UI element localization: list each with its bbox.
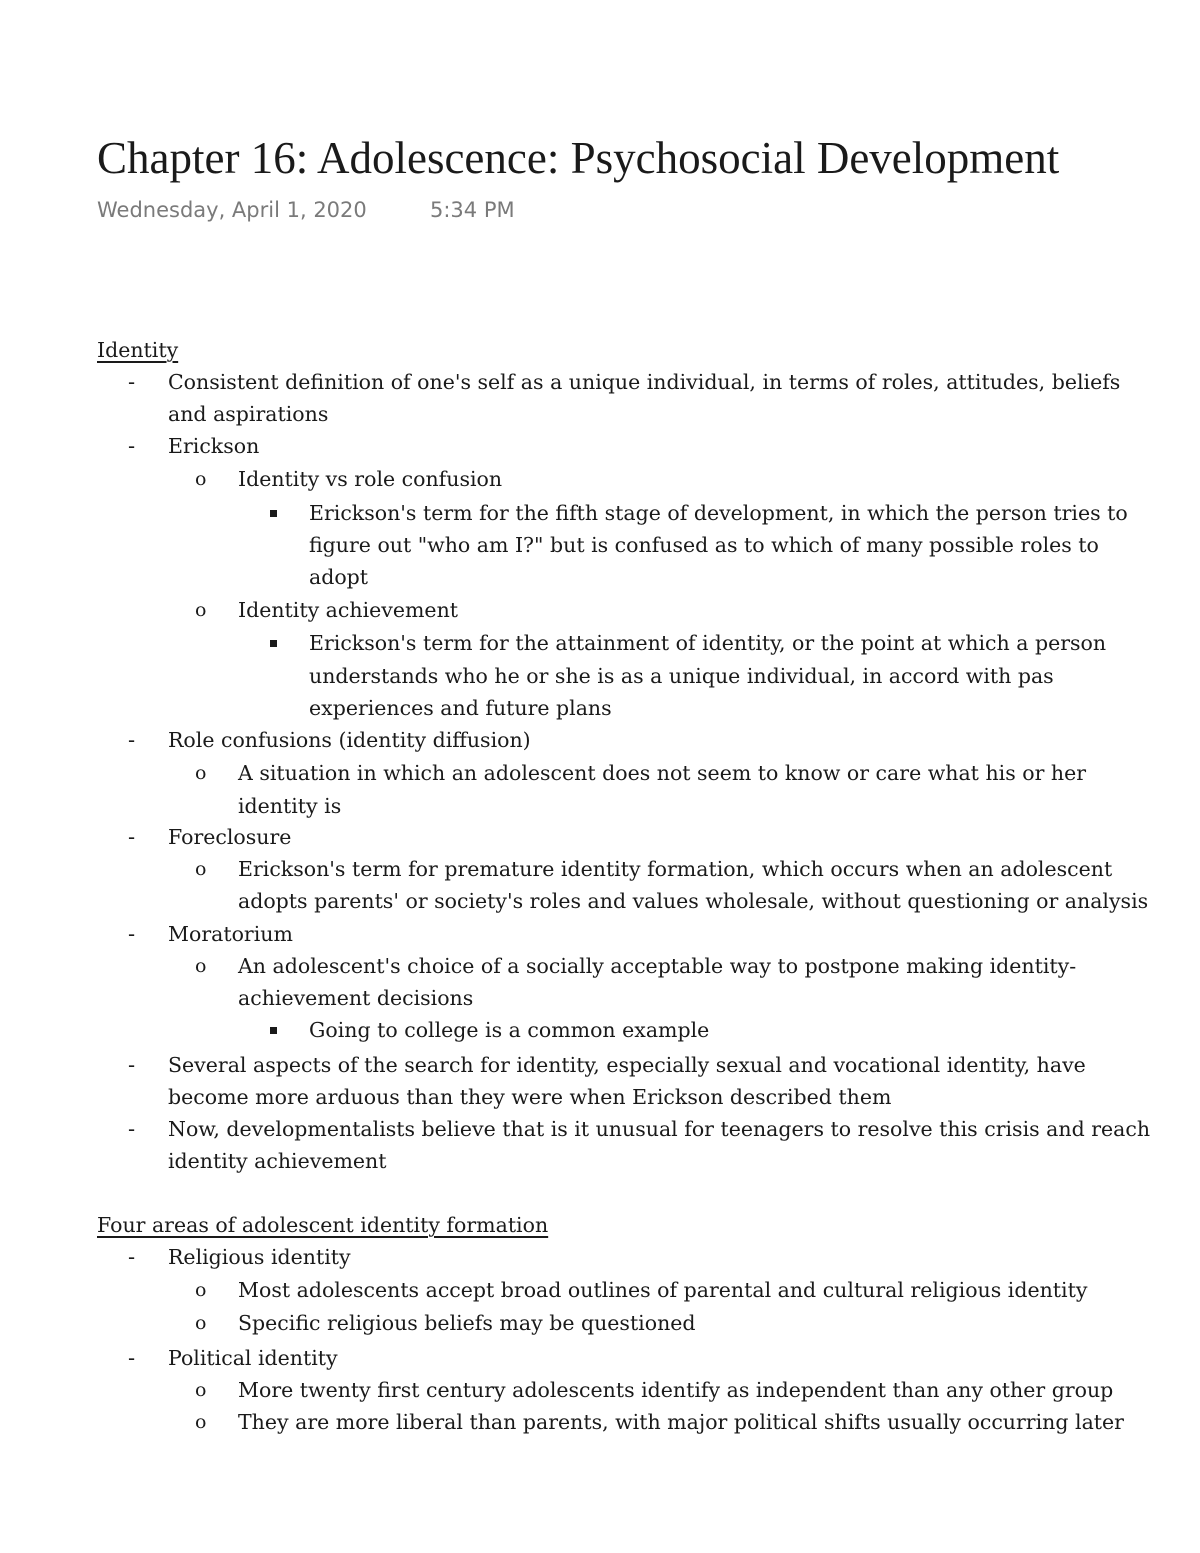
dash-bullet: - [128,1053,136,1077]
list-item: achievement decisions [238,986,474,1010]
list-item: A situation in which an adolescent does not seem to know or care what his or her [238,761,1087,785]
list-item: They are more liberal than parents, with major political shifts usually occurring later [238,1410,1124,1434]
list-item: Several aspects of the search for identity, especially sexual and vocational identity, have [168,1053,1086,1077]
circle-bullet: o [195,762,207,784]
note-time: 5:34 PM [430,198,515,222]
list-item: Consistent definition of one's self as a unique individual, in terms of roles, attitudes, beliefs [168,370,1121,394]
list-item: identity achievement [168,1149,387,1173]
list-item: Identity vs role confusion [238,467,503,491]
list-item: Religious identity [168,1245,351,1269]
list-item: become more arduous than they were when Erickson described them [168,1085,892,1109]
page-title: Chapter 16: Adolescence: Psychosocial Development [97,133,1060,183]
list-item: An adolescent's choice of a socially acceptable way to postpone making identity- [238,954,1077,978]
section-heading-identity-areas: Four areas of adolescent identity formation [97,1213,549,1237]
dash-bullet: - [128,1245,136,1269]
circle-bullet: o [195,1411,207,1433]
list-item: Foreclosure [168,825,292,849]
dash-bullet: - [128,825,136,849]
list-item: Erickson's term for the fifth stage of development, in which the person tries to [309,501,1128,525]
list-item: More twenty first century adolescents identify as independent than any other group [238,1378,1114,1402]
circle-bullet: o [195,955,207,977]
list-item: Erickson's term for the attainment of identity, or the point at which a person [309,631,1107,655]
list-item: Political identity [168,1346,338,1370]
list-item: identity is [238,794,342,818]
list-item: understands who he or she is as a unique individual, in accord with pas [309,664,1054,688]
dash-bullet: - [128,922,136,946]
list-item: adopt [309,565,369,589]
square-bullet [270,640,277,647]
list-item: Specific religious beliefs may be questioned [238,1311,696,1335]
circle-bullet: o [195,1312,207,1334]
list-item: Now, developmentalists believe that is it unusual for teenagers to resolve this crisis and reach [168,1117,1151,1141]
square-bullet [270,1027,277,1034]
list-item: Moratorium [168,922,293,946]
circle-bullet: o [195,599,207,621]
dash-bullet: - [128,1117,136,1141]
list-item: experiences and future plans [309,696,612,720]
circle-bullet: o [195,1379,207,1401]
list-item: figure out "who am I?" but is confused as to which of many possible roles to [309,533,1099,557]
list-item: Most adolescents accept broad outlines of parental and cultural religious identity [238,1278,1088,1302]
list-item: adopts parents' or society's roles and values wholesale, without questioning or analysis [238,889,1149,913]
note-date: Wednesday, April 1, 2020 [97,198,367,222]
circle-bullet: o [195,468,207,490]
square-bullet [270,510,277,517]
section-heading-identity: Identity [97,338,179,362]
dash-bullet: - [128,370,136,394]
list-item: Erickson [168,434,260,458]
dash-bullet: - [128,728,136,752]
list-item: Erickson's term for premature identity formation, which occurs when an adolescent [238,857,1113,881]
list-item: Going to college is a common example [309,1018,710,1042]
circle-bullet: o [195,1279,207,1301]
dash-bullet: - [128,1346,136,1370]
list-item: Identity achievement [238,598,459,622]
list-item: and aspirations [168,402,329,426]
dash-bullet: - [128,434,136,458]
circle-bullet: o [195,858,207,880]
list-item: Role confusions (identity diffusion) [168,728,531,752]
